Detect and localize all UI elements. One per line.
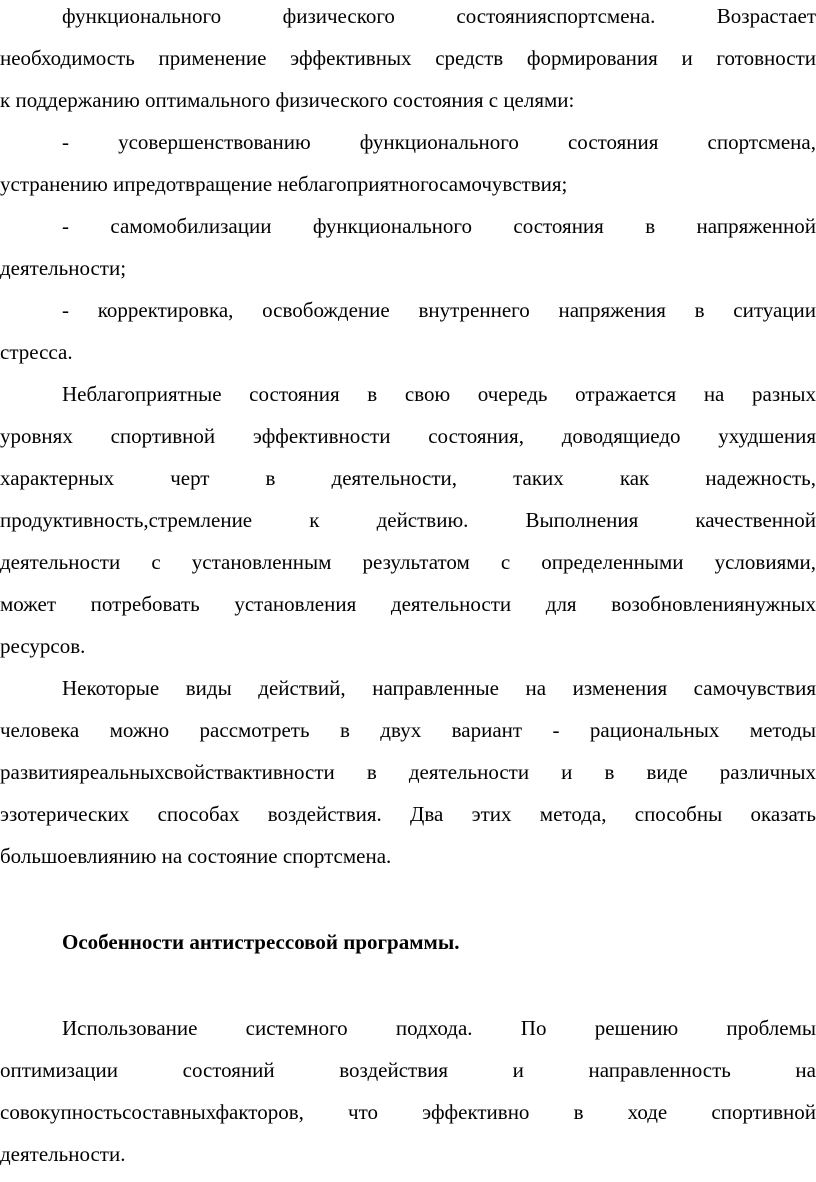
paragraph-line: Некоторые виды действий, направленные на изменения самочувствия: [62, 676, 816, 700]
text-line: ресурсов.: [0, 634, 86, 658]
text-line: эзотерических способах воздействия. Два этих метода, способны оказать: [0, 802, 816, 826]
text-line: функционального физического состоянияспортсмена. Возрастает: [62, 4, 816, 28]
text-line: устранению ипредотвращение неблагоприятногосамочувствия;: [0, 172, 568, 196]
text-line: оптимизации состояний воздействия и направленность на: [0, 1058, 816, 1082]
paragraph-line: Неблагоприятные состояния в свою очередь отражается на разных: [62, 382, 816, 406]
text-line: большоевлиянию на состояние спортсмена.: [0, 844, 392, 868]
list-item-line: - корректировка, освобождение внутреннего напряжения в ситуации: [62, 298, 816, 322]
section-heading: Особенности антистрессовой программы.: [62, 930, 460, 954]
text-line: характерных черт в деятельности, таких как надежность,: [0, 466, 816, 490]
text-line: деятельности.: [0, 1142, 126, 1166]
list-item-line: - самомобилизации функционального состояния в напряженной: [62, 214, 816, 238]
text-line: необходимость применение эффективных средств формирования и готовности: [0, 46, 816, 70]
text-line: деятельности;: [0, 256, 127, 280]
text-line: уровнях спортивной эффективности состояния, доводящиедо ухудшения: [0, 424, 816, 448]
text-line: совокупностьсоставныхфакторов, что эффективно в ходе спортивной: [0, 1100, 816, 1124]
paragraph-line: Использование системного подхода. По решению проблемы: [62, 1016, 816, 1040]
text-line: человека можно рассмотреть в двух вариант - рациональных методы: [0, 718, 816, 742]
text-line: развитияреальныхсвойствактивности в деятельности и в виде различных: [0, 760, 816, 784]
text-line: продуктивность,стремление к действию. Выполнения качественной: [0, 508, 816, 532]
text-line: к поддержанию оптимального физического состояния с целями:: [0, 88, 575, 112]
text-line: стресса.: [0, 340, 73, 364]
list-item-line: - усовершенствованию функционального состояния спортсмена,: [62, 130, 816, 154]
text-line: может потребовать установления деятельности для возобновлениянужных: [0, 592, 816, 616]
text-line: деятельности с установленным результатом с определенными условиями,: [0, 550, 816, 574]
